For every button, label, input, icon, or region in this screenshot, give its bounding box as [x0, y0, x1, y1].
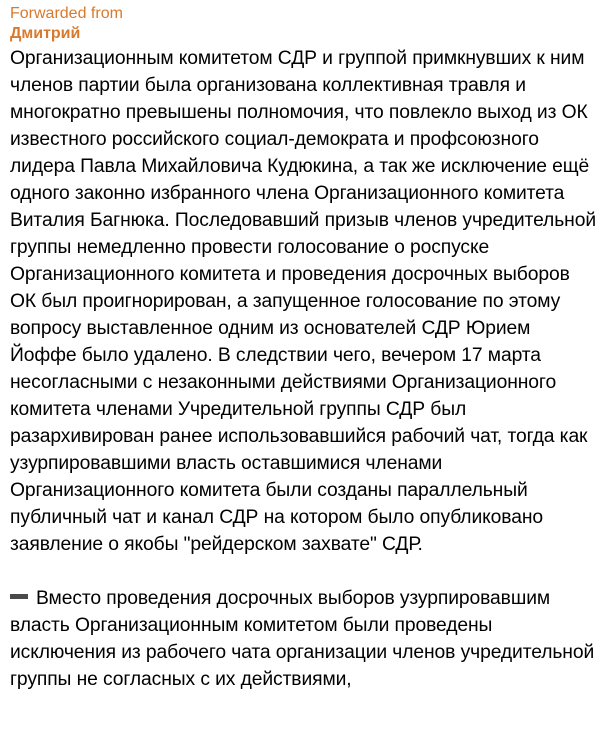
message-body: [10, 45, 596, 693]
message-paragraph-2-text: Вместо проведения досрочных выборов узурпировавшим власть Организационным комитетом были проведены исключения из рабочего чата организации членов учредительной группы не согласных с их действиями,: [10, 588, 595, 690]
message-paragraph-2: [10, 585, 596, 693]
forwarded-from-label: Forwarded from: [10, 5, 123, 22]
forward-sender-name[interactable]: Дмитрий: [10, 25, 81, 42]
paragraph-gap: [10, 558, 596, 585]
message-paragraph-1: Организационным комитетом СДР и группой примкнувших к ним членов партии была организована коллективная травля и многократно превышены полномочия, что повлекло выход из ОК известного российского социал-демократа и профсоюзного лидера Павла Михайловича Кудюкина, а так же исключение ещё одного законно избранного члена Организационного комитета Виталия Багнюка. Последовавший призыв членов учредительной группы немедленно провести голосование о роспуске Организационного комитета и проведения досрочных выборов ОК был проигнорирован, а запущенное голосование по этому вопросу выставленное одним из основателей СДР Юрием Йоффе было удалено. В следствии чего, вечером 17 марта несогласными с незаконными действиями Организационного комитета членами Учредительной группы СДР был разархивирован ранее использовавшийся рабочий чат, тогда как узурпировавшими власть оставшимися членами Организационного комитета были созданы параллельный публичный чат и канал СДР на котором было опубликовано заявление о якобы "рейдерском захвате" СДР.: [10, 48, 596, 555]
dash-bullet-icon: [10, 594, 28, 599]
forwarded-message: [10, 4, 596, 693]
forward-header[interactable]: [10, 4, 596, 44]
